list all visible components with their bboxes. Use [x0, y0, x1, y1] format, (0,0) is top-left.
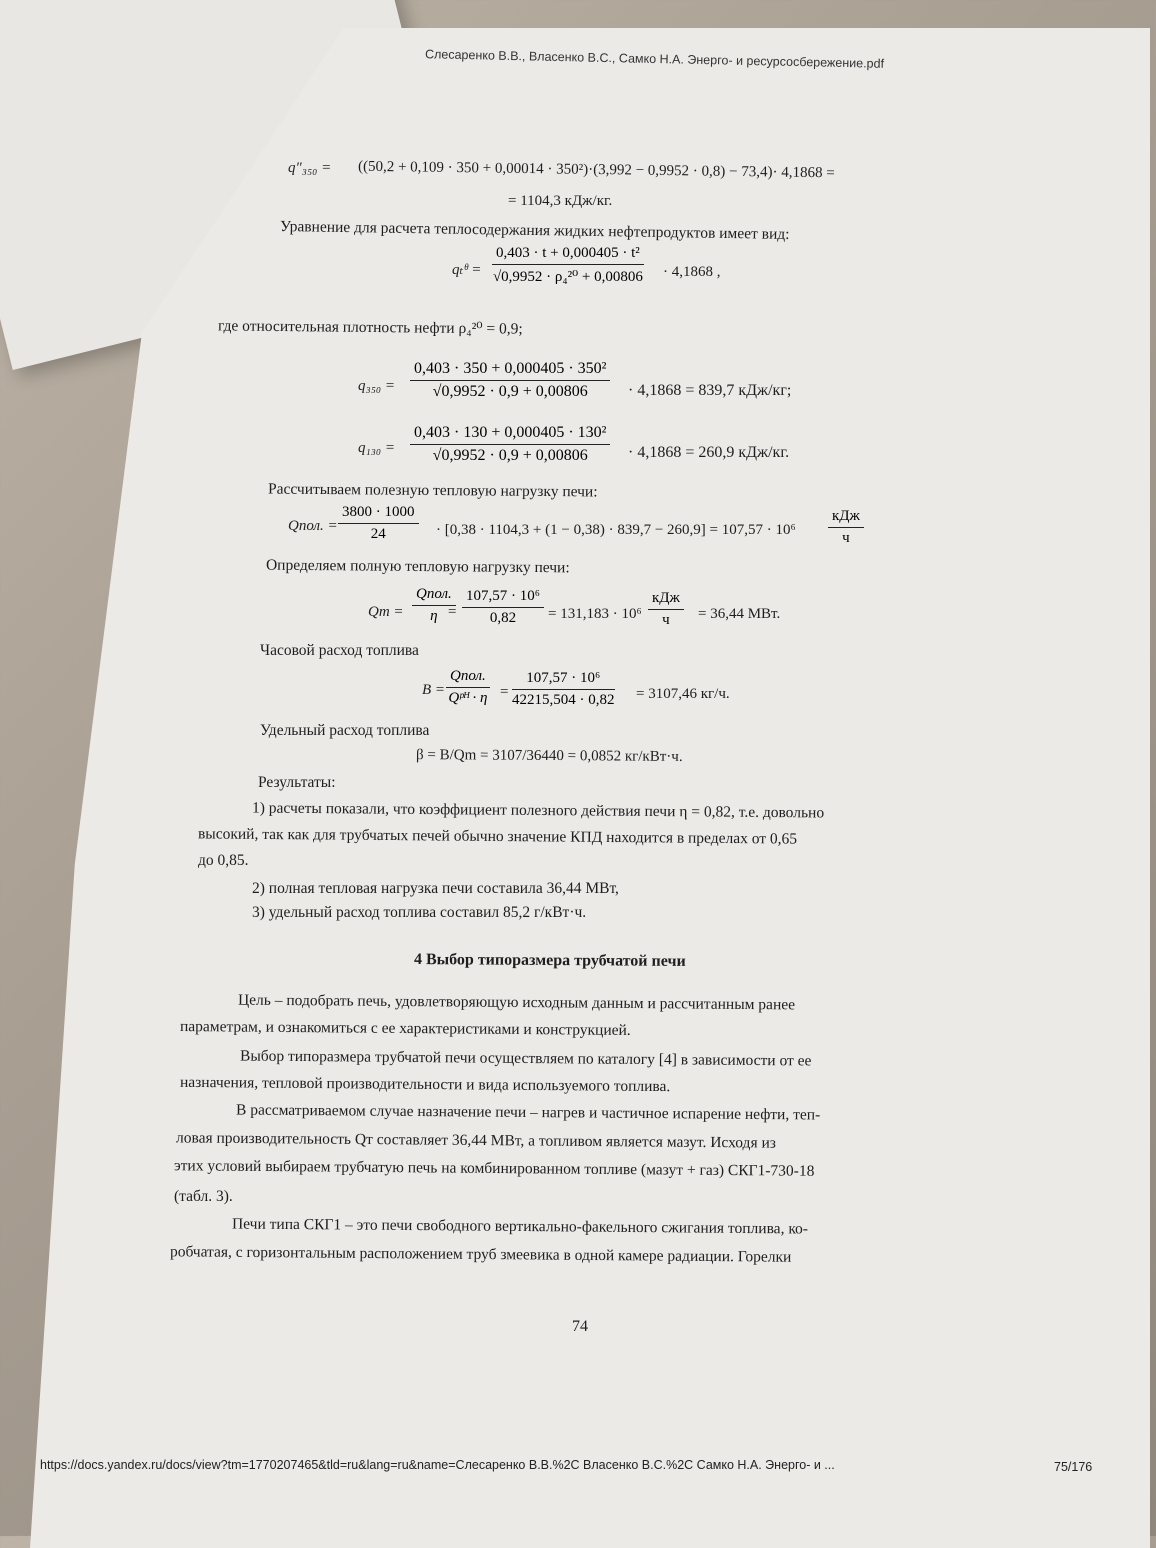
paragraph-line-1: Цель – подобрать печь, удовлетворяющую исходным данным и рассчитанным ранее [237, 991, 796, 1014]
eq6-f2-numerator: 107,57 · 10⁶ [462, 588, 544, 608]
eq3-fraction [410, 360, 610, 401]
eq6-fraction-2 [462, 588, 544, 627]
result-line-4: 2) полная тепловая нагрузка печи составила 36,44 МВт, [252, 880, 619, 897]
eq2-lhs: qₜᶿ = [452, 262, 482, 278]
eq3-numerator: 0,403 · 350 + 0,000405 · 350² [410, 360, 610, 381]
eq7-tail: = 3107,46 кг/ч. [636, 686, 730, 702]
paragraph-line-9: Печи типа СКГ1 – это печи свободного вертикально-факельного сжигания топлива, ко- [231, 1215, 809, 1238]
eq7-fraction-1 [446, 668, 490, 707]
eq1-lhs: q″₃₅₀ = [288, 160, 332, 176]
eq6-f2-denominator: 0,82 [489, 610, 517, 626]
eq7-fraction-2 [512, 670, 615, 709]
eq7-lhs: B = [422, 682, 446, 698]
eq3-tail: · 4,1868 = 839,7 кДж/кг; [628, 382, 792, 399]
eq7-equals: = [500, 684, 509, 700]
specific-consumption-text: Удельный расход топлива [260, 722, 430, 739]
density-text: где относительная плотность нефти ρ₄²⁰ = 0,9; [217, 317, 523, 338]
paragraph-line-4: назначения, тепловой производительности и вида используемого топлива. [179, 1073, 671, 1096]
result-line-1: 1) расчеты показали, что коэффициент полезного действия печи η = 0,82, т.е. довольно [251, 799, 825, 822]
eq5-numerator: 3800 · 1000 [338, 504, 419, 524]
paragraph-line-5: В рассматриваемом случае назначение печи – нагрев и частичное испарение нефти, теп- [235, 1101, 821, 1124]
paragraph-line-10: робчатая, с горизонтальным расположением труб змеевика в одной камере радиации. Горелки [169, 1243, 792, 1266]
eq6-lhs: Qт = [368, 604, 404, 620]
eq1-result: = 1104,3 кДж/кг. [508, 193, 613, 209]
full-load-text: Определяем полную тепловую нагрузку печи: [265, 556, 570, 577]
eq7-f2-numerator: 107,57 · 10⁶ [512, 670, 615, 690]
eq5-middle: · [0,38 · 1104,3 + (1 − 0,38) · 839,7 − 260,9] = 107,57 · 10⁶ [436, 522, 796, 538]
eq6-middle: = 131,183 · 10⁶ [548, 606, 642, 622]
eq5-unit-numerator: кДж [828, 508, 864, 528]
eq2-tail: · 4,1868 , [663, 264, 721, 280]
eq1-expression: ((50,2 + 0,109 · 350 + 0,00014 · 350²)·(3,992 − 0,9952 · 0,8) − 73,4)· 4,1868 = [357, 158, 835, 182]
paragraph-line-7: этих условий выбираем трубчатую печь на комбинированном топливе (мазут + газ) СКГ1-730-18 [173, 1157, 815, 1180]
eq8-specific-consumption: β = B/Qm = 3107/36440 = 0,0852 кг/кВт·ч. [415, 747, 683, 765]
eq5-unit-denominator: ч [842, 530, 850, 546]
eq6-unit-denominator: ч [662, 612, 670, 628]
eq6-f1-denominator: η [430, 608, 438, 624]
eq6-equals: = [448, 604, 457, 620]
footer-url: https://docs.yandex.ru/docs/view?tm=1770207465&tld=ru&lang=ru&name=Слесаренко В.В.%2С Власенко В.С.%2С Самко Н.А. Энерго- и ... [40, 1458, 835, 1472]
eq2-fraction [492, 245, 644, 286]
eq6-unit [648, 590, 684, 629]
result-line-3: до 0,85. [198, 852, 249, 869]
hourly-consumption-text: Часовой расход топлива [260, 642, 419, 659]
eq5-unit [828, 508, 864, 547]
document-header: Слесаренко В.В., Власенко В.С., Самко Н.А. Энерго- и ресурсосбережение.pdf [424, 47, 885, 71]
eq7-f1-denominator: Qᵖᴴ · η [448, 690, 488, 706]
section-title: 4 Выбор типоразмера трубчатой печи [413, 951, 686, 970]
results-title: Результаты: [258, 774, 336, 791]
eq6-unit-numerator: кДж [648, 590, 684, 610]
eq2-denominator: √0,9952 · ρ₄²⁰ + 0,00806 [492, 269, 643, 285]
eq4-lhs: q₁₃₀ = [358, 440, 396, 456]
paragraph-line-8: (табл. 3). [174, 1188, 233, 1205]
eq3-lhs: q₃₅₀ = [358, 378, 396, 394]
eq5-lhs: Qпол. = [288, 518, 338, 534]
eq5-denominator: 24 [370, 526, 386, 542]
footer-page-count: 75/176 [1054, 1460, 1093, 1474]
eq6-tail: = 36,44 МВт. [698, 606, 781, 622]
eq-intro-text: Уравнение для расчета теплосодержания жидких нефтепродуктов имеет вид: [279, 217, 790, 244]
paragraph-line-3: Выбор типоразмера трубчатой печи осуществляем по каталогу [4] в зависимости от ее [239, 1047, 812, 1070]
eq3-denominator: √0,9952 · 0,9 + 0,00806 [432, 383, 588, 400]
eq2-numerator: 0,403 · t + 0,000405 · t² [492, 245, 644, 265]
eq4-numerator: 0,403 · 130 + 0,000405 · 130² [410, 424, 610, 445]
eq7-f1-numerator: Qпол. [446, 668, 490, 688]
result-line-2: высокий, так как для трубчатых печей обычно значение КПД находится в пределах от 0,65 [197, 825, 798, 848]
eq5-fraction [338, 504, 419, 543]
eq4-tail: · 4,1868 = 260,9 кДж/кг. [628, 444, 790, 461]
paragraph-line-2: параметрам, и ознакомиться с ее характеристиками и конструкцией. [179, 1018, 631, 1039]
eq4-fraction [410, 424, 610, 465]
result-line-5: 3) удельный расход топлива составил 85,2 г/кВт·ч. [252, 904, 587, 921]
eq4-denominator: √0,9952 · 0,9 + 0,00806 [432, 447, 588, 464]
page-number: 74 [572, 1318, 588, 1335]
eq7-f2-denominator: 42215,504 · 0,82 [512, 692, 615, 708]
eq6-f1-numerator: Qпол. [412, 586, 456, 606]
useful-load-text: Рассчитываем полезную тепловую нагрузку печи: [267, 480, 598, 501]
paragraph-line-6: ловая производительность Qт составляет 36,44 МВт, а топливом является мазут. Исходя из [175, 1129, 776, 1152]
